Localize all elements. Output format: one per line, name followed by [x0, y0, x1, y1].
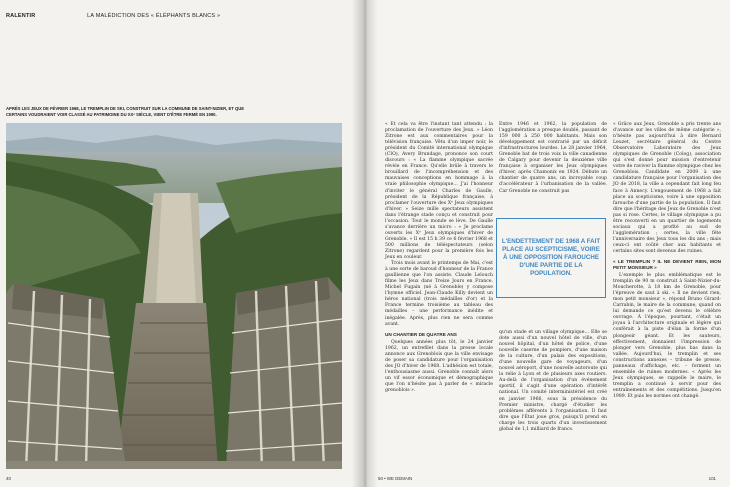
- page-header: [6, 13, 220, 19]
- page-number-right: 101: [708, 476, 716, 481]
- section-subhead: « LE TREMPLIN ? IL NE DEVIENT RIEN, MON PETIT MONSIEUR »: [613, 259, 721, 271]
- page-number-left: 40: [6, 476, 11, 481]
- magazine-folio: 50 • WE DEMAIN: [378, 476, 413, 481]
- paragraph: qu'un stade et un village olympique… Elle se dote aussi d'un nouvel hôtel de ville, d'un nouvel hôpital, d'un hôtel de police, d'une nouvelle caserne de pompiers, d'une maison de la culture, d'un palais des expositions, d'une nouvelle gare de voyageurs, d'un nouvel aéroport, d'une nouvelle autoroute qui la relie à Lyon et de plusieurs axes routiers. Au-delà de l'organisation d'un événement sportif, il s'agit d'une opération d'intérêt national. Un comité interministériel est créé en janvier 1966, sous la présidence du Premier ministre, chargé d'étudier les problèmes afférents à l'organisation. Il faut dire que l'État joue gros, puisqu'il prend en charge les trois quarts d'un investissement global de 1,1 milliard de francs.: [499, 330, 607, 432]
- pull-quote-text: L'ENDETTEMENT DE 1968 A FAIT PLACE AU SCEPTICISME, VOIRE À UNE OPPOSITION FAROUCHE D'UNE PARTIE DE LA POPULATION.: [501, 238, 601, 277]
- ski-jump-photo: [6, 123, 342, 469]
- section-title: LA MALÉDICTION DES « ÉLÉPHANTS BLANCS »: [87, 13, 221, 19]
- paragraph: Entre 1946 et 1962, la population de l'agglomération a presque doublé, passant de 159 000 à 250 000 habitants. Mais son développement est contrarié par un déficit d'infrastructures lourdes. Le 28 janvier 1964, Grenoble bat de trois voix la ville canadienne de Calgary pour devenir la deuxième ville française à organiser les Jeux olympiques d'hiver, après Chamonix en 1924. Débute un chantier de quatre ans, un incroyable coup d'accélérateur à l'urbanisation de la vallée. Car Grenoble ne construit pas: [499, 122, 607, 194]
- article-column-3: [613, 122, 721, 400]
- rubric-label: RALENTIR: [6, 13, 36, 19]
- section-subhead: UN CHANTIER DE QUATRE ANS: [385, 331, 457, 337]
- paragraph: Quelques années plus tôt, le 24 janvier 1962, un entrefilet dans la presse locale annonce aux Grenoblois que la ville envisage de poser sa candidature pour l'organisation des JO d'hiver de 1968. L'adhésion est totale, l'enthousiasme aussi. Grenoble connaît alors un vif essor économique et démographique que l'on n'hésite pas à parler de « miracle grenoblois ».: [385, 339, 493, 393]
- right-page: [365, 0, 730, 487]
- paragraph: L'exemple le plus emblématique est le tremplin de 90 m construit à Saint-Nizier-du-Moucherotte, à 18 km de Grenoble, pour l'épreuve de saut à ski. « Il ne devient rien, mon petit monsieur », répond Bruno Girard-Carrabin, le maire de la commune, quand on lui demande ce qu'est devenu le célèbre ouvrage. À l'époque, pourtant, c'était un joyau à l'architecture originale et légère qui conférait à la piste d'élan la forme d'un plongeoir géant. Et les sauteurs, effectivement, donnaient l'impression de plonger vers Grenoble, plus bas dans la vallée. Aujourd'hui, le tremplin et ses constructions annexes – tribune de presse, panneaux d'affichage, etc. – forment un ensemble de ruines modernes. « Après les Jeux olympiques, se rappelle le maire, le tremplin a continué à servir pour des entraînements et des compétitions. Jusqu'en 1989. Et puis les normes ont changé.: [613, 273, 721, 399]
- paragraph: « Grâce aux Jeux, Grenoble a pris trente ans d'avance sur les villes de même catégorie », n'hésite pas aujourd'hui à dire Bernard Leuzet, secrétaire général du Centre Observatoire Laboratoire des Jeux olympiques de Grenoble (Colog), association qui s'est donné pour mission d'entretenir votre de raviver la flamme olympique chez les Grenoblois. Candidate en 2009 à une candidature française pour l'organisation des JO de 2018, la ville a cependant fait long feu face à Annecy. L'engouement de 1968 a fait place au scepticisme, voire à une opposition farouche d'une partie de la population. Il faut dire que l'héritage des Jeux de Grenoble n'est pas si rose. Certes, le village olympique a pu être reconverti en un quartier de logements sociaux qui a profité au sud de l'agglomération ; certes, la ville fête l'anniversaire des Jeux tous les dix ans ; mais ceux-ci ont coûté cher aux habitants et certains sites sont devenus des ruines.: [613, 122, 721, 254]
- pull-quote: [496, 218, 606, 298]
- paragraph: « Et cela va être l'instant tant attendu : la proclamation de l'ouverture des Jeux. » Léon Zitrone est aux commentaires pour la télévision française. Vêtu d'un imper noir, le président du Comité international olympique (CIO), Avery Brundage, prononce son court discours : « La flamme olympique sacrée révèle en France. Qu'elle brûle à travers le brouillard de l'incompréhension et des mauvaises conceptions en hommage à la vraie philosophie olympique… J'ai l'honneur d'inviter le général Charles de Gaulle, président de la République française, à proclamer l'ouverture des Xᵉ Jeux olympiques d'hiver. » Seize mille spectateurs assistent dans l'étrange stade conçu et construit pour l'occasion. Tout le monde se lève. De Gaulle s'avance derrière un micro : « Je proclame ouverts les Xᵉ Jeux olympiques d'hiver de Grenoble. » Il est 15 h 39 ce 6 février 1968 et 500 millions de téléspectateurs (selon Zitrone) regardent pour la première fois les Jeux en couleur.: [385, 122, 493, 261]
- paragraph: Trois mois avant le printemps de Mai, c'est à une sorte de baroud d'honneur de la France gaullienne que l'on assiste. Claude Lelouch filme les Jeux dans Treize Jours en France. Michel Fugain (né à Grenoble) y compose l'hymne officiel. Jean-Claude Killy devient un héros national (trois médailles d'or) et la France termine troisième au tableau des médailles – une performance inédite et inégalée. Après, plus rien ne sera comme avant.: [385, 261, 493, 327]
- photo-caption: APRÈS LES JEUX DE FÉVRIER 1968, LE TREMPLIN DE SKI, CONSTRUIT SUR LA COMMUNE DE SAINT-NIZIER, ET QUE CERTAINS VOUDRAIENT VOIR CLASSÉ AU PATRIMOINE DU XXᵉ SIÈCLE, VIENT D'ÊTRE FERMÉ EN 1990.: [6, 106, 245, 117]
- article-column-1: [385, 122, 493, 394]
